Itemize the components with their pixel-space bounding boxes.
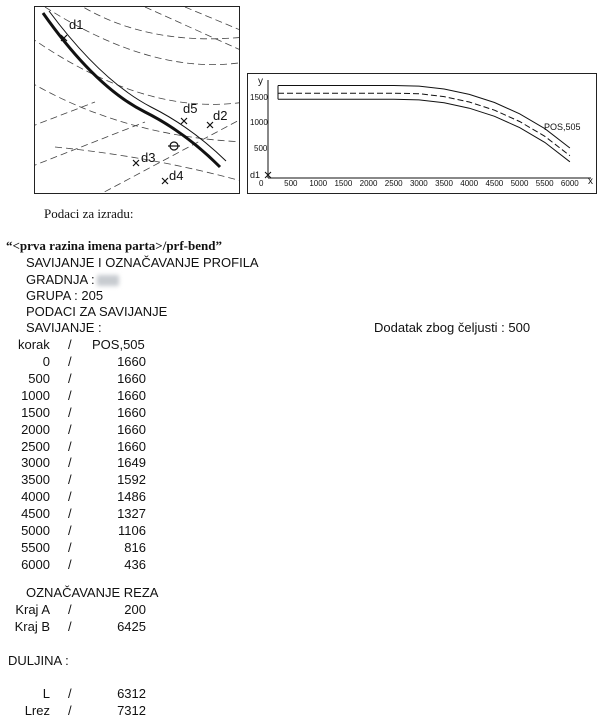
cell-value: 1660 [117,421,146,437]
cell-value: 1660 [117,354,146,369]
heading-bending-marking: SAVIJANJE I OZNAČAVANJE PROFILA [26,255,259,270]
cell-separator: / [68,618,72,634]
jaw-allowance: Dodatak zbog čeljusti : 500 [374,320,531,335]
cell-separator: / [68,438,72,454]
cell-step: 3000 [21,455,50,471]
x-tick-label: 6000 [560,179,579,188]
cell-step: Lrez [24,702,50,718]
cell-separator: / [68,404,72,420]
length-row [0,703,616,720]
cell-step: 5000 [21,523,50,538]
cell-value: 6425 [117,618,146,634]
cell-value: 1106 [118,523,146,538]
table-row [0,455,616,472]
savijanje-label: SAVIJANJE : [26,320,102,335]
grupa-line: GRUPA : 205 [26,288,104,303]
length-table [0,686,616,720]
table-header [0,337,616,354]
cell-value: 7312 [117,702,146,718]
marker-d4 [162,178,168,184]
bend-profile-drawing [248,74,596,193]
table-row [0,523,616,540]
x-tick-label: 5000 [510,179,529,188]
x-tick-label: 5500 [535,179,554,188]
cut-row [0,602,616,619]
cut-row [0,619,616,636]
cell-separator: / [68,354,72,369]
table-row [0,506,616,523]
cell-step: 3500 [21,472,50,488]
table-row [0,557,616,574]
cell-value: 816 [124,539,146,555]
cell-separator: / [68,489,72,505]
table-row [0,439,616,456]
table-row [0,371,616,388]
label-d5: d5 [183,101,198,116]
cell-step: 2500 [21,438,50,454]
cell-step: 0 [42,354,50,369]
cell-value: 200 [124,602,146,617]
y-tick-1500: 1500 [250,93,268,102]
cell-value: 1649 [117,455,146,471]
cell-step: 5500 [21,539,50,555]
table-row [0,489,616,506]
table-row [0,540,616,557]
cell-separator: / [68,556,72,572]
cell-value: 6312 [117,686,146,701]
header-korak: korak [18,337,50,352]
x-tick-label: 1000 [309,179,328,188]
cell-separator: / [68,686,72,701]
caption: Podaci za izradu: [44,206,134,221]
label-d2: d2 [213,108,228,123]
x-tick-label: 0 [259,179,264,188]
cell-step: 4000 [21,489,50,505]
cell-separator: / [68,455,72,471]
label-d1: d1 [69,17,84,32]
gradnja-line [26,272,119,288]
x-tick-label: 4000 [460,179,479,188]
cell-step: Kraj A [15,602,50,617]
cell-value: 1660 [117,404,146,420]
cell-separator: / [68,506,72,522]
cell-separator: / [68,421,72,437]
y-tick-500: 500 [254,144,268,153]
gradnja-label: GRADNJA : [26,272,95,287]
x-tick-label: 3500 [435,179,453,188]
y-tick-1000: 1000 [250,118,268,127]
cell-separator: / [68,523,72,538]
label-d4: d4 [169,168,184,183]
table-row [0,354,616,371]
curve-label: POS,505 [544,122,581,132]
cell-value: 1660 [117,387,146,403]
table-row [0,388,616,405]
cell-step: 6000 [21,556,50,572]
x-tick-label: 3000 [409,179,428,188]
bend-profile-figure [247,73,597,194]
cell-step: L [42,686,50,701]
heading-bending-data: PODACI ZA SAVIJANJE [26,304,168,319]
cell-value: 1486 [117,489,146,505]
x-tick-label: 1500 [334,179,353,188]
table-row [0,422,616,439]
cell-separator: / [68,472,72,488]
profile-3d-drawing [35,7,239,193]
origin-label: d1 [250,170,261,180]
x-tick-label: 2500 [384,179,403,188]
y-axis-label: y [258,76,263,87]
bending-table [0,337,616,577]
header-sep: / [68,337,72,352]
cell-separator: / [68,370,72,386]
cell-value: 1327 [117,506,146,522]
profile-inner-line [278,99,570,162]
cut-table [0,602,616,636]
cell-step: Kraj B [14,618,50,634]
redacted-value [97,275,119,286]
table-row [0,405,616,422]
cell-step: 1000 [21,387,50,403]
label-d3: d3 [141,150,156,165]
cell-value: 1660 [117,370,146,386]
cell-step: 2000 [21,421,50,437]
length-row [0,686,616,703]
profile-center-line [278,93,570,156]
table-row [0,472,616,489]
part-title: “<prva razina imena parta>/prf-bend” [6,238,222,253]
cell-separator: / [68,387,72,403]
cell-step: 500 [28,370,50,386]
cell-separator: / [68,539,72,555]
profile-outer-line [278,86,570,149]
cell-value: 436 [124,556,146,572]
x-tick-label: 2000 [359,179,378,188]
header-pos: POS,505 [92,337,145,352]
cell-step: 1500 [21,404,50,420]
cell-value: 1660 [117,438,146,454]
heading-cut-marking: OZNAČAVANJE REZA [26,585,159,600]
x-tick-label: 500 [284,179,298,188]
x-axis-label: x [588,176,593,187]
marker-d5 [181,118,187,124]
marker-d3 [133,160,139,166]
cell-value: 1592 [117,472,146,488]
duljina-label: DULJINA : [8,653,69,668]
cell-separator: / [68,602,72,617]
x-tick-label: 4500 [485,179,504,188]
cell-step: 4500 [21,506,50,522]
cell-separator: / [68,702,72,718]
profile-3d-figure [34,6,240,194]
